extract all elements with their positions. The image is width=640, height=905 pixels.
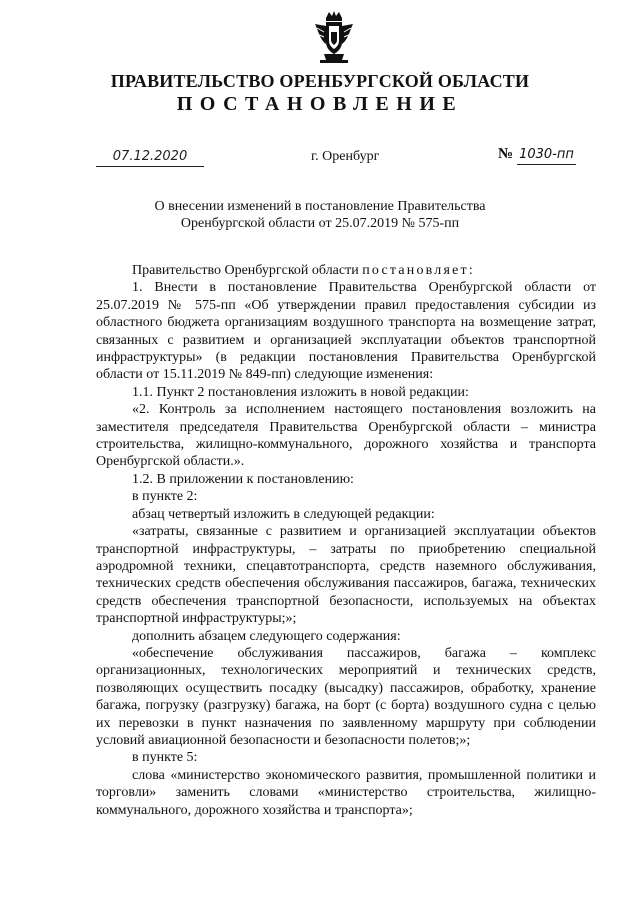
coat-of-arms-icon	[312, 10, 356, 64]
document-body	[96, 262, 596, 819]
paragraph-costs-definition: «затраты, связанные с развитием и организацией эксплуатации объектов транспортной инфраструктуры, – затраты по приобретению специальной аэродромной техники, спецавтотранспорта, средств наземного обслуживания, технических средств обеспечения обслуживания пассажиров, багажа, технических средств обеспечения транспортной безопасности, используемых на объектах транспортной инфраструктуры;»;	[96, 524, 596, 627]
intro-resolve-word: постановляет:	[362, 263, 475, 278]
paragraph-point-5: в пункте 5:	[132, 750, 198, 766]
paragraph-replace-words: слова «министерство экономического развития, промышленной политики и торговли» заменить словами «министерство строительства, жилищно-коммунального, дорожного хозяйства и транспорта»;	[96, 767, 596, 818]
intro-paragraph	[96, 262, 596, 279]
document-subject	[0, 198, 640, 232]
paragraph-add-abzac: дополнить абзацем следующего содержания:	[132, 628, 401, 644]
paragraph-abzac-4: абзац четвертый изложить в следующей редакции:	[132, 506, 435, 522]
subject-line-1: О внесении изменений в постановление Правительства	[154, 199, 486, 214]
paragraph-2-text: «2. Контроль за исполнением настоящего постановления возложить на заместителя председателя Правительства Оренбургской области – министра строительства, жилищно-коммунального, дорожного хозяйства и транспорта Оренбургской области.».	[96, 402, 596, 470]
number-prefix: №	[498, 146, 514, 162]
paragraph-1-1: 1.1. Пункт 2 постановления изложить в новой редакции:	[132, 384, 469, 400]
intro-text: Правительство Оренбургской области	[132, 263, 363, 278]
organization-title: ПРАВИТЕЛЬСТВО ОРЕНБУРГСКОЙ ОБЛАСТИ	[110, 71, 530, 91]
subject-line-2: Оренбургской области от 25.07.2019 № 575-пп	[180, 216, 460, 231]
document-type: ПОСТАНОВЛЕНИЕ	[176, 93, 464, 115]
paragraph-1: 1. Внести в постановление Правительства Оренбургской области от 25.07.2019 № 575-пп «Об утверждении правил предоставления субсидии из областного бюджета организациям воздушного транспорта на возмещение затрат, связанных с развитием и организацией эксплуатации объектов транспортной инфраструктуры» (в редакции постановления Правительства Оренбургской области от 15.11.2019 № 849-пп) следующие изменения:	[96, 280, 596, 383]
paragraph-1-2: 1.2. В приложении к постановлению:	[132, 471, 354, 487]
document-city: г. Оренбург	[311, 149, 380, 164]
number-value: 1030-пп	[517, 146, 576, 165]
paragraph-point-2: в пункте 2:	[132, 489, 198, 505]
document-number	[498, 146, 576, 165]
paragraph-service-definition: «обеспечение обслуживания пассажиров, багажа – комплекс организационных, технологических мероприятий и технических средств, позволяющих осуществить посадку (высадку) пассажиров, обработку, хранение багажа, погрузку (разгрузку) багажа, на борт (с борта) воздушного судна с целью их перевозки в пункт назначения по заявленному маршруту при соблюдении условий авиационной безопасности и безопасности полетов;»;	[96, 645, 596, 748]
document-date: 07.12.2020	[96, 148, 204, 167]
